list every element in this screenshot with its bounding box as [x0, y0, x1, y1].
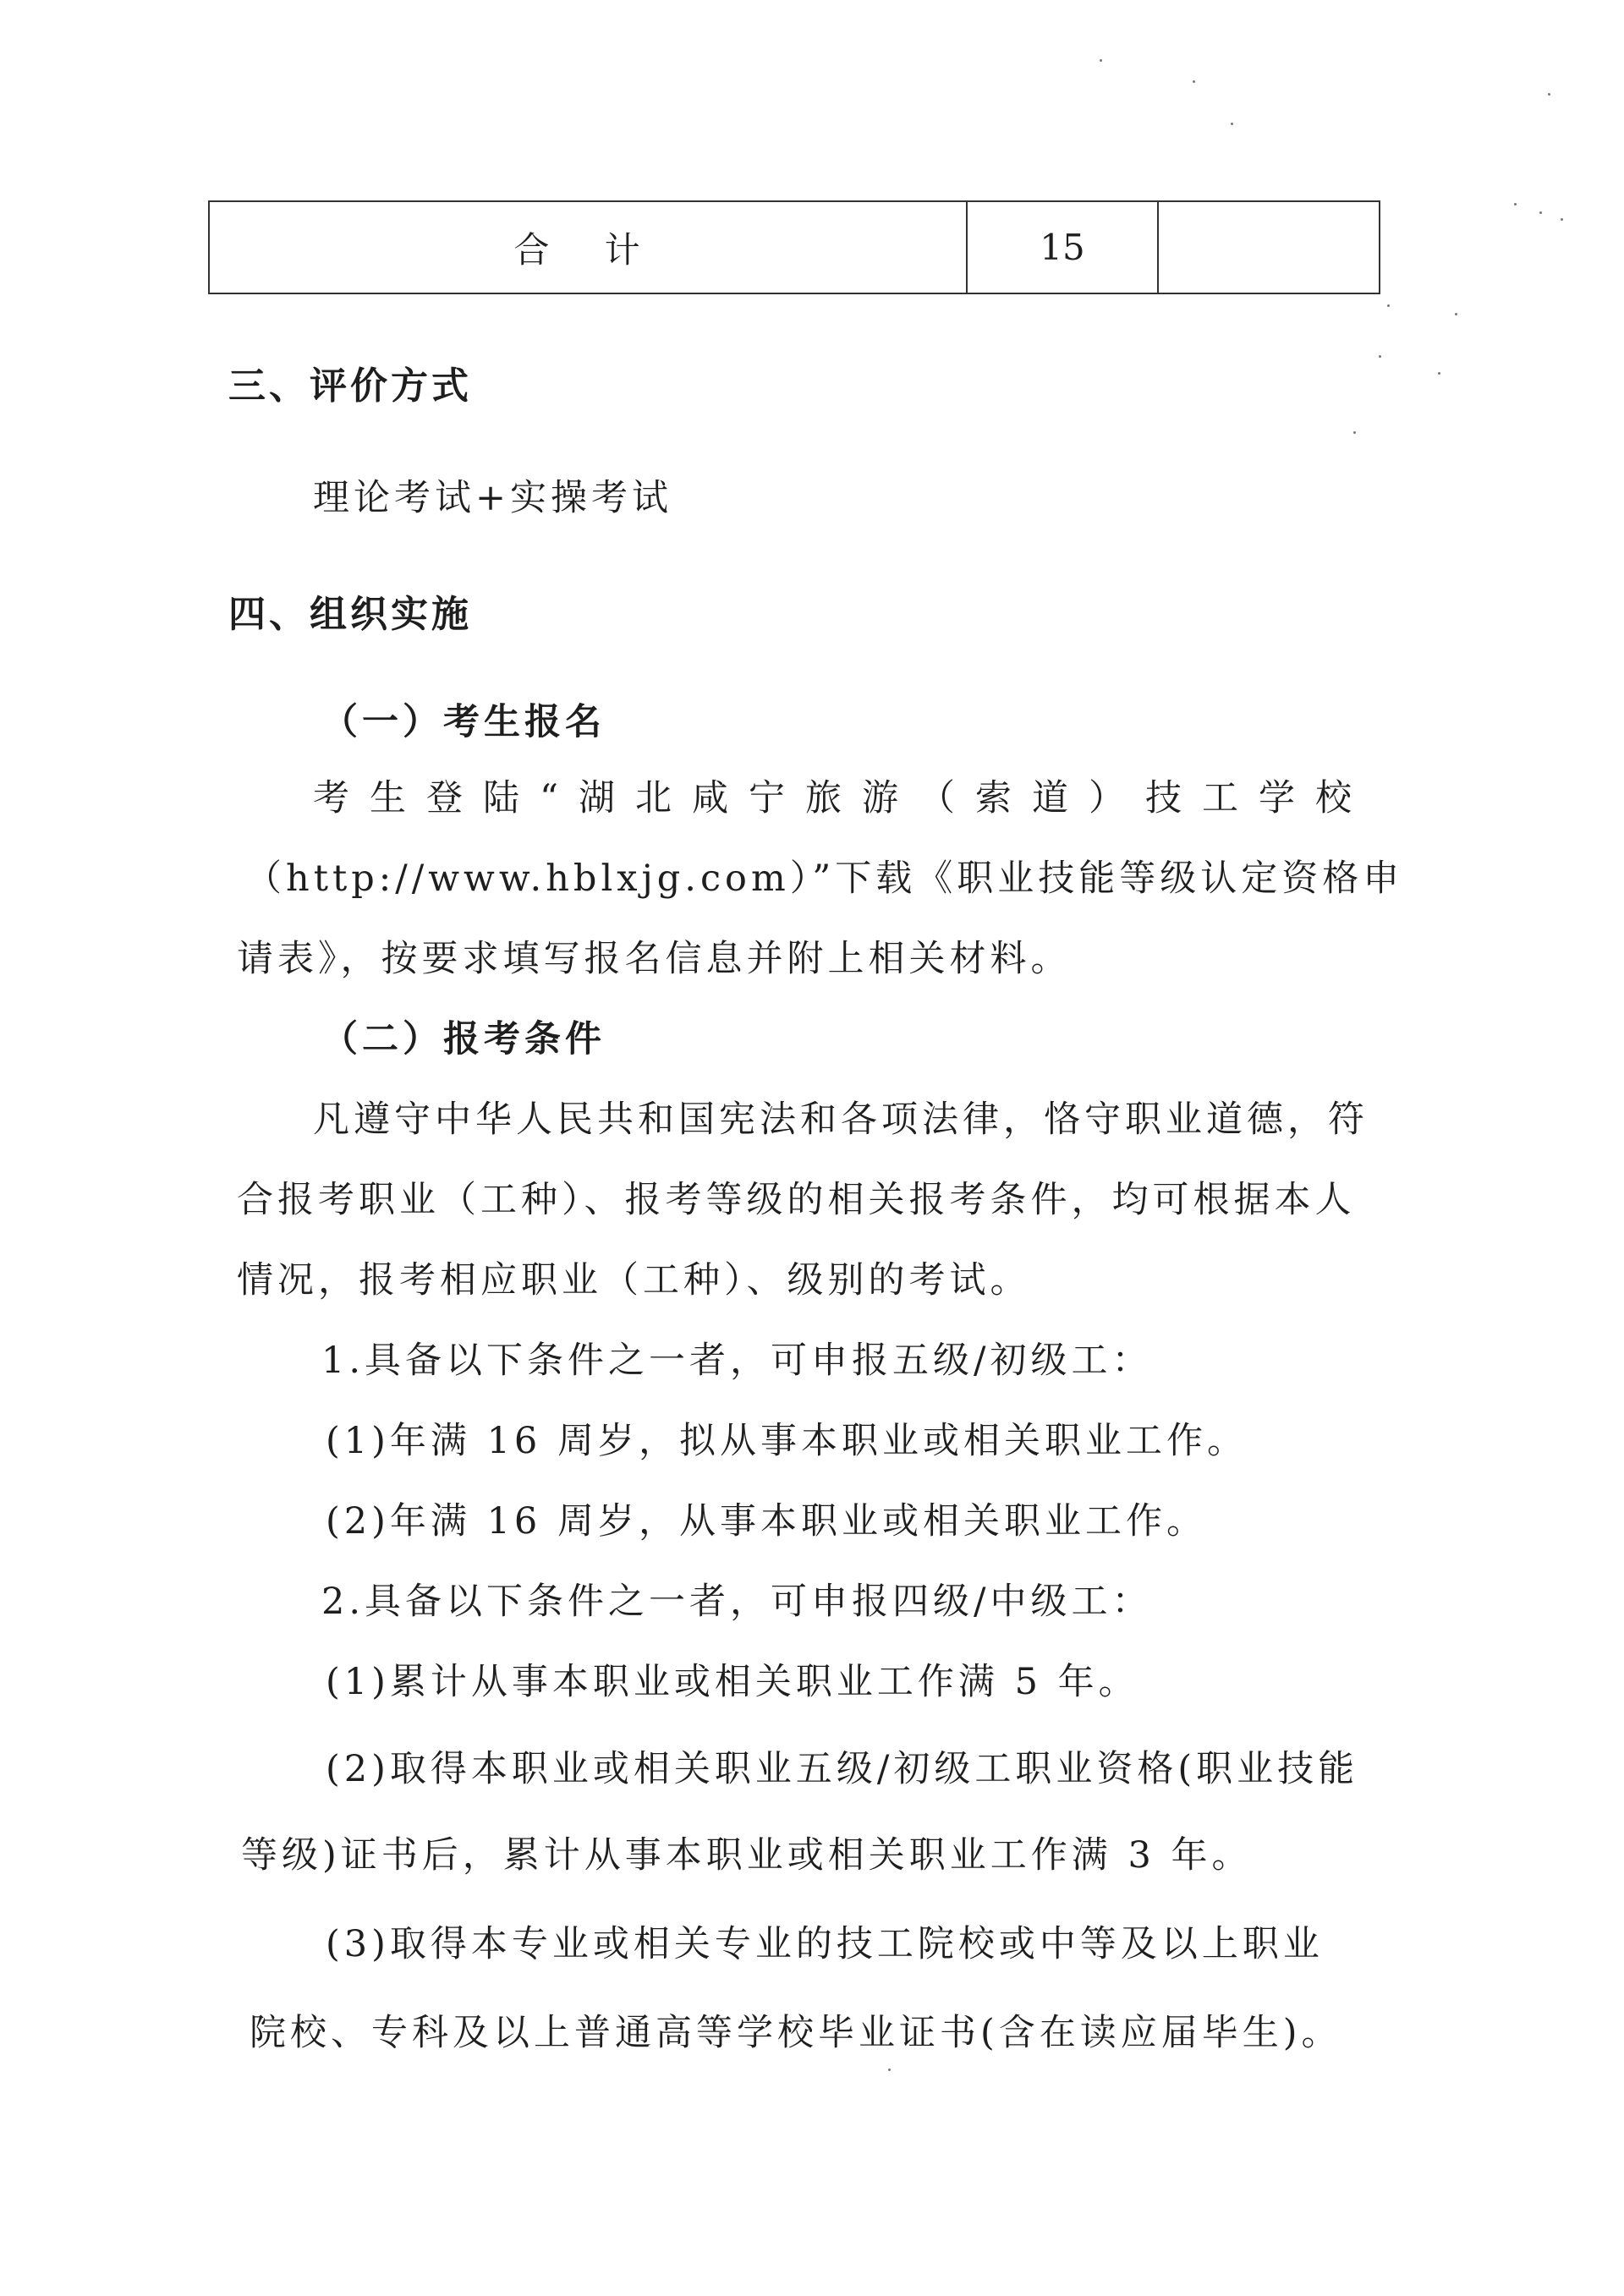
level4-item-2: (2)取得本职业或相关职业五级/初级工职业资格(职业技能	[326, 1748, 1359, 1790]
scan-speck	[1455, 313, 1457, 315]
level5-item-1: (1)年满 16 周岁，拟从事本职业或相关职业工作。	[326, 1420, 1248, 1462]
scan-speck	[888, 2069, 891, 2071]
level4-item-3: (3)取得本专业或相关专业的技工院校或中等及以上职业	[326, 1923, 1324, 1965]
level4-item-2-cont: 等级)证书后，累计从事本职业或相关职业工作满 3 年。	[241, 1834, 1253, 1877]
scan-speck	[1379, 355, 1381, 358]
total-value: 15	[1040, 227, 1085, 268]
section3-heading: 三、评价方式	[228, 364, 472, 408]
level4-title: 2.具备以下条件之一者，可申报四级/中级工：	[321, 1581, 1153, 1623]
section4-heading: 四、组织实施	[228, 593, 472, 636]
scan-speck	[1231, 123, 1233, 125]
sub1-line-3: 请表》，按要求填写报名信息并附上相关材料。	[237, 938, 1072, 980]
level4-item-3-cont: 院校、专科及以上普通高等学校毕业证书(含在读应届毕生)。	[250, 2012, 1342, 2054]
level5-item-2: (2)年满 16 周岁，从事本职业或相关职业工作。	[326, 1500, 1207, 1543]
scan-speck	[1353, 431, 1356, 434]
scan-speck	[1100, 59, 1102, 62]
scan-speck	[1561, 218, 1563, 221]
sub2-line-2: 合报考职业（工种）、报考等级的相关报考条件，均可根据本人	[237, 1179, 1356, 1221]
sub1-heading: （一）考生报名	[321, 701, 606, 743]
evaluation-method: 理论考试+实操考试	[313, 477, 673, 519]
scan-speck	[1438, 372, 1440, 375]
scan-speck	[1193, 80, 1195, 83]
total-label: 合 计	[513, 228, 662, 271]
sub2-line-1: 凡遵守中华人民共和国宪法和各项法律，恪守职业道德，符	[313, 1099, 1369, 1141]
total-label-cell	[210, 202, 968, 293]
sub1-line-2: （http://www.hblxjg.com）”下载《职业技能等级认定资格申	[245, 858, 1404, 900]
total-table	[208, 200, 1380, 294]
level5-title: 1.具备以下条件之一者，可申报五级/初级工：	[321, 1340, 1153, 1382]
scan-speck	[1548, 93, 1550, 96]
sub2-heading: （二）报考条件	[321, 1018, 606, 1060]
sub1-line-1: 考生登陆“湖北咸宁旅游（索道）技工学校	[313, 777, 1372, 819]
sub2-line-3: 情况，报考相应职业（工种）、级别的考试。	[237, 1259, 1031, 1301]
empty-cell	[1159, 202, 1380, 293]
total-value-cell	[968, 202, 1159, 293]
scan-speck	[1387, 304, 1390, 307]
level4-item-1: (1)累计从事本职业或相关职业工作满 5 年。	[326, 1661, 1139, 1703]
scan-speck	[1514, 203, 1517, 205]
scan-speck	[1539, 211, 1542, 214]
